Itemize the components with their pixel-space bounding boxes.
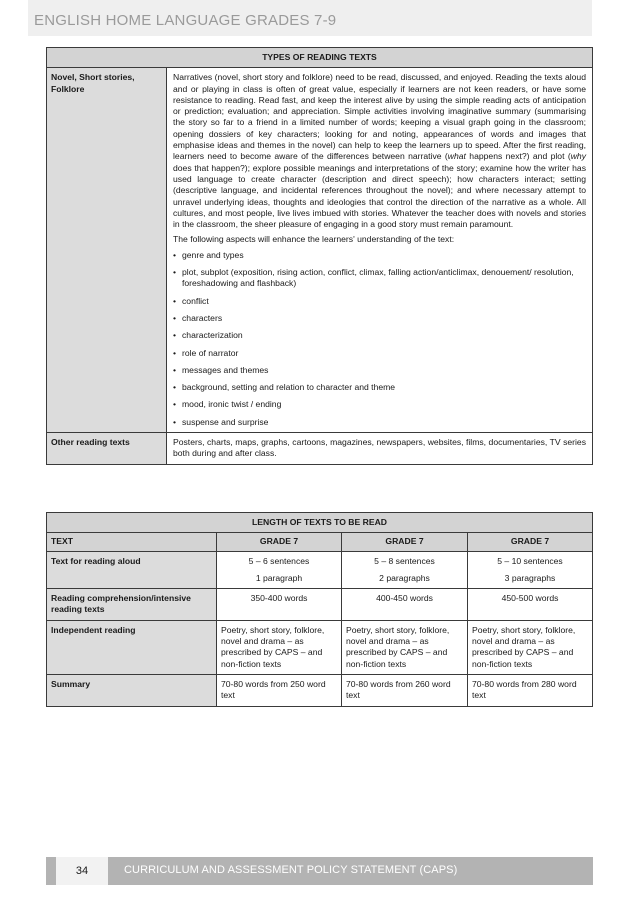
table-cell: 70-80 words from 280 word text [468, 674, 593, 706]
table-row [47, 433, 593, 465]
table-cell: 70-80 words from 260 word text [342, 674, 468, 706]
page-number: 34 [56, 857, 108, 885]
length-table-title: LENGTH OF TEXTS TO BE READ [47, 513, 593, 533]
list-item: • characterization [173, 330, 586, 341]
row-label-summary: Summary [47, 674, 217, 706]
table-row [47, 620, 593, 674]
list-item: • suspense and surprise [173, 417, 586, 428]
table-row [47, 674, 593, 706]
table-cell: Poetry, short story, folklore, novel and drama – as prescribed by CAPS – and non-fiction texts [468, 620, 593, 674]
table-cell: 5 – 8 sentences 2 paragraphs [342, 551, 468, 589]
list-item: • genre and types [173, 250, 586, 261]
page-header-title: ENGLISH HOME LANGUAGE GRADES 7-9 [34, 12, 337, 29]
table-cell: Poetry, short story, folklore, novel and drama – as prescribed by CAPS – and non-fiction texts [342, 620, 468, 674]
novel-content [167, 68, 593, 433]
row-label-reading-aloud: Text for reading aloud [47, 551, 217, 589]
table-cell: 70-80 words from 250 word text [217, 674, 342, 706]
table-row [47, 551, 593, 589]
table-row [47, 589, 593, 621]
length-of-texts-table [46, 512, 593, 707]
row-label-comprehension: Reading comprehension/intensive reading texts [47, 589, 217, 621]
types-table-title: TYPES OF READING TEXTS [47, 48, 593, 68]
list-item: • role of narrator [173, 348, 586, 359]
column-header-text: TEXT [47, 533, 217, 551]
list-item: • characters [173, 313, 586, 324]
table-row [47, 68, 593, 433]
list-item: • mood, ironic twist / ending [173, 399, 586, 410]
footer-text: CURRICULUM AND ASSESSMENT POLICY STATEMENT (CAPS) [124, 864, 458, 876]
column-header-grade: GRADE 7 [468, 533, 593, 551]
novel-intro-paragraph: Narratives (novel, short story and folklore) need to be read, discussed, and enjoyed. Reading the texts aloud and or playing in class is often of great value, especially if learners are not keen readers, or have some resistance to reading. Read fast, and keep the interest alive by using the simple reading acts of anticipation or prediction; evaluation; and appreciation. Simple activities involving imaginative summary (summarising the story so far to a friend in a limited number of words; keeping a visual graph going in the classroom; opening dossiers of key characters; looking for and noting, appearances of words and images that emphasise ideas and themes in the novel) can help to keep the learners up to speed. After the first reading, learners need to become aware of the differences between narrative (what happens next?) and plot (why does that happen?); explore possible meanings and interpretations of the story; examine how the writer has used language to create character (description and direct speech); how characters interact; setting (descriptive language, and incidental references throughout the novel); and where necessary attempt to unravel underlying ideas, thoughts and ideologies that control the direction of the narrative as a whole. All cultures, and most people, live lives imbued with stories. Whatever the teacher does with novels and stories in the classroom, the sheer pleasure of engaging in a good story must remain paramount. [173, 72, 586, 230]
table-cell: 400-450 words [342, 589, 468, 621]
list-item: • conflict [173, 296, 586, 307]
column-header-grade: GRADE 7 [342, 533, 468, 551]
list-item: • plot, subplot (exposition, rising action, conflict, climax, falling action/anticlimax, denouement/ resolution, foreshadowing and flashback) [173, 267, 586, 290]
types-of-reading-texts-table [46, 47, 593, 465]
other-reading-texts-content: Posters, charts, maps, graphs, cartoons, magazines, newspapers, websites, films, documentaries, TV series both during and after class. [167, 433, 593, 465]
row-label-novel: Novel, Short stories, Folklore [47, 68, 167, 433]
table-cell: Poetry, short story, folklore, novel and drama – as prescribed by CAPS – and non-fiction texts [217, 620, 342, 674]
table-cell: 5 – 10 sentences 3 paragraphs [468, 551, 593, 589]
list-item: • messages and themes [173, 365, 586, 376]
row-label-independent: Independent reading [47, 620, 217, 674]
aspects-list [173, 250, 586, 428]
table-cell: 450-500 words [468, 589, 593, 621]
list-item: • background, setting and relation to character and theme [173, 382, 586, 393]
table-cell: 5 – 6 sentences 1 paragraph [217, 551, 342, 589]
table-cell: 350-400 words [217, 589, 342, 621]
aspects-intro: The following aspects will enhance the learners' understanding of the text: [173, 234, 455, 245]
column-header-grade: GRADE 7 [217, 533, 342, 551]
row-label-other: Other reading texts [47, 433, 167, 465]
